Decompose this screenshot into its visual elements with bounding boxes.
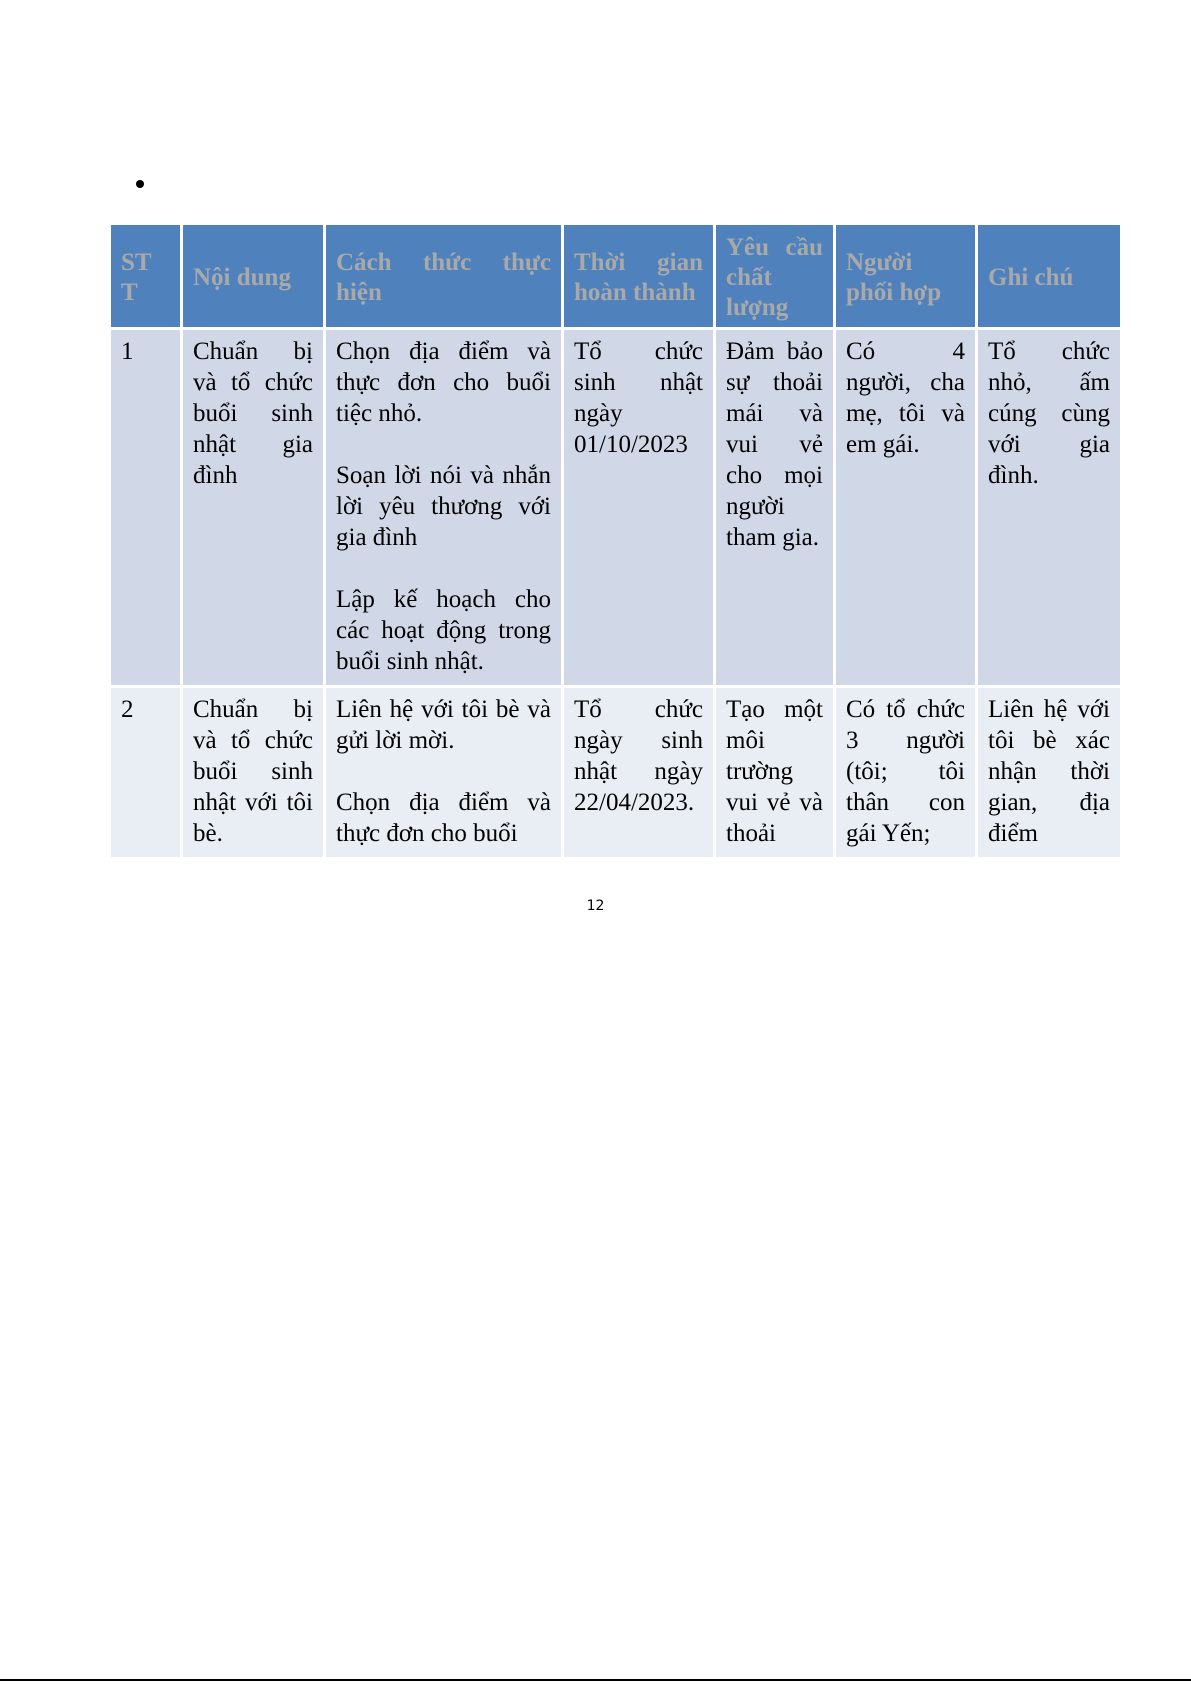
cell-cach-thuc [325, 329, 563, 687]
header-cach-thuc: Cách thức thực hiện [325, 224, 563, 329]
table-row [110, 329, 1122, 687]
cach-thuc-step: Lập kế hoạch cho các hoạt động trong buổi sinh nhật. [336, 586, 551, 675]
cell-noi-dung: Chuẩn bị và tổ chức buổi sinh nhật gia đình [182, 329, 325, 687]
cell-thoi-gian: Tổ chức ngày sinh nhật ngày 22/04/2023. [563, 687, 715, 859]
cell-ghi-chu: Tổ chức nhỏ, ấm cúng cùng với gia đình. [977, 329, 1122, 687]
cach-thuc-step: Soạn lời nói và nhắn lời yêu thương với gia đình [336, 462, 551, 551]
cell-stt: 2 [110, 687, 182, 859]
cell-cach-thuc [325, 687, 563, 859]
cell-nguoi-phoi-hop: Có tổ chức 3 người (tôi; tôi thân con gái Yến; [835, 687, 977, 859]
header-nguoi-phoi-hop: Người phối hợp [835, 224, 977, 329]
table-header-row [110, 224, 1122, 329]
cell-ghi-chu: Liên hệ với tôi bè xác nhận thời gian, địa điểm [977, 687, 1122, 859]
header-yeu-cau: Yêu cầu chất lượng [715, 224, 835, 329]
plan-table [108, 222, 1123, 860]
cach-thuc-step: Chọn địa điểm và thực đơn cho buổi [336, 789, 551, 847]
header-stt: ST T [110, 224, 182, 329]
header-noi-dung: Nội dung [182, 224, 325, 329]
cell-noi-dung: Chuẩn bị và tổ chức buổi sinh nhật với tôi bè. [182, 687, 325, 859]
list-bullet [136, 180, 144, 188]
page-number: 12 [586, 898, 605, 914]
table-row [110, 687, 1122, 859]
page-bottom-rule [0, 1679, 1191, 1681]
cell-yeu-cau: Tạo một môi trường vui vẻ và thoải [715, 687, 835, 859]
cell-thoi-gian: Tổ chức sinh nhật ngày 01/10/2023 [563, 329, 715, 687]
cell-nguoi-phoi-hop: Có 4 người, cha mẹ, tôi và em gái. [835, 329, 977, 687]
header-thoi-gian: Thời gian hoàn thành [563, 224, 715, 329]
header-ghi-chu: Ghi chú [977, 224, 1122, 329]
cell-stt: 1 [110, 329, 182, 687]
cach-thuc-step: Chọn địa điểm và thực đơn cho buổi tiệc nhỏ. [336, 338, 551, 427]
cell-yeu-cau: Đảm bảo sự thoải mái và vui vẻ cho mọi người tham gia. [715, 329, 835, 687]
cach-thuc-step: Liên hệ với tôi bè và gửi lời mời. [336, 696, 551, 754]
